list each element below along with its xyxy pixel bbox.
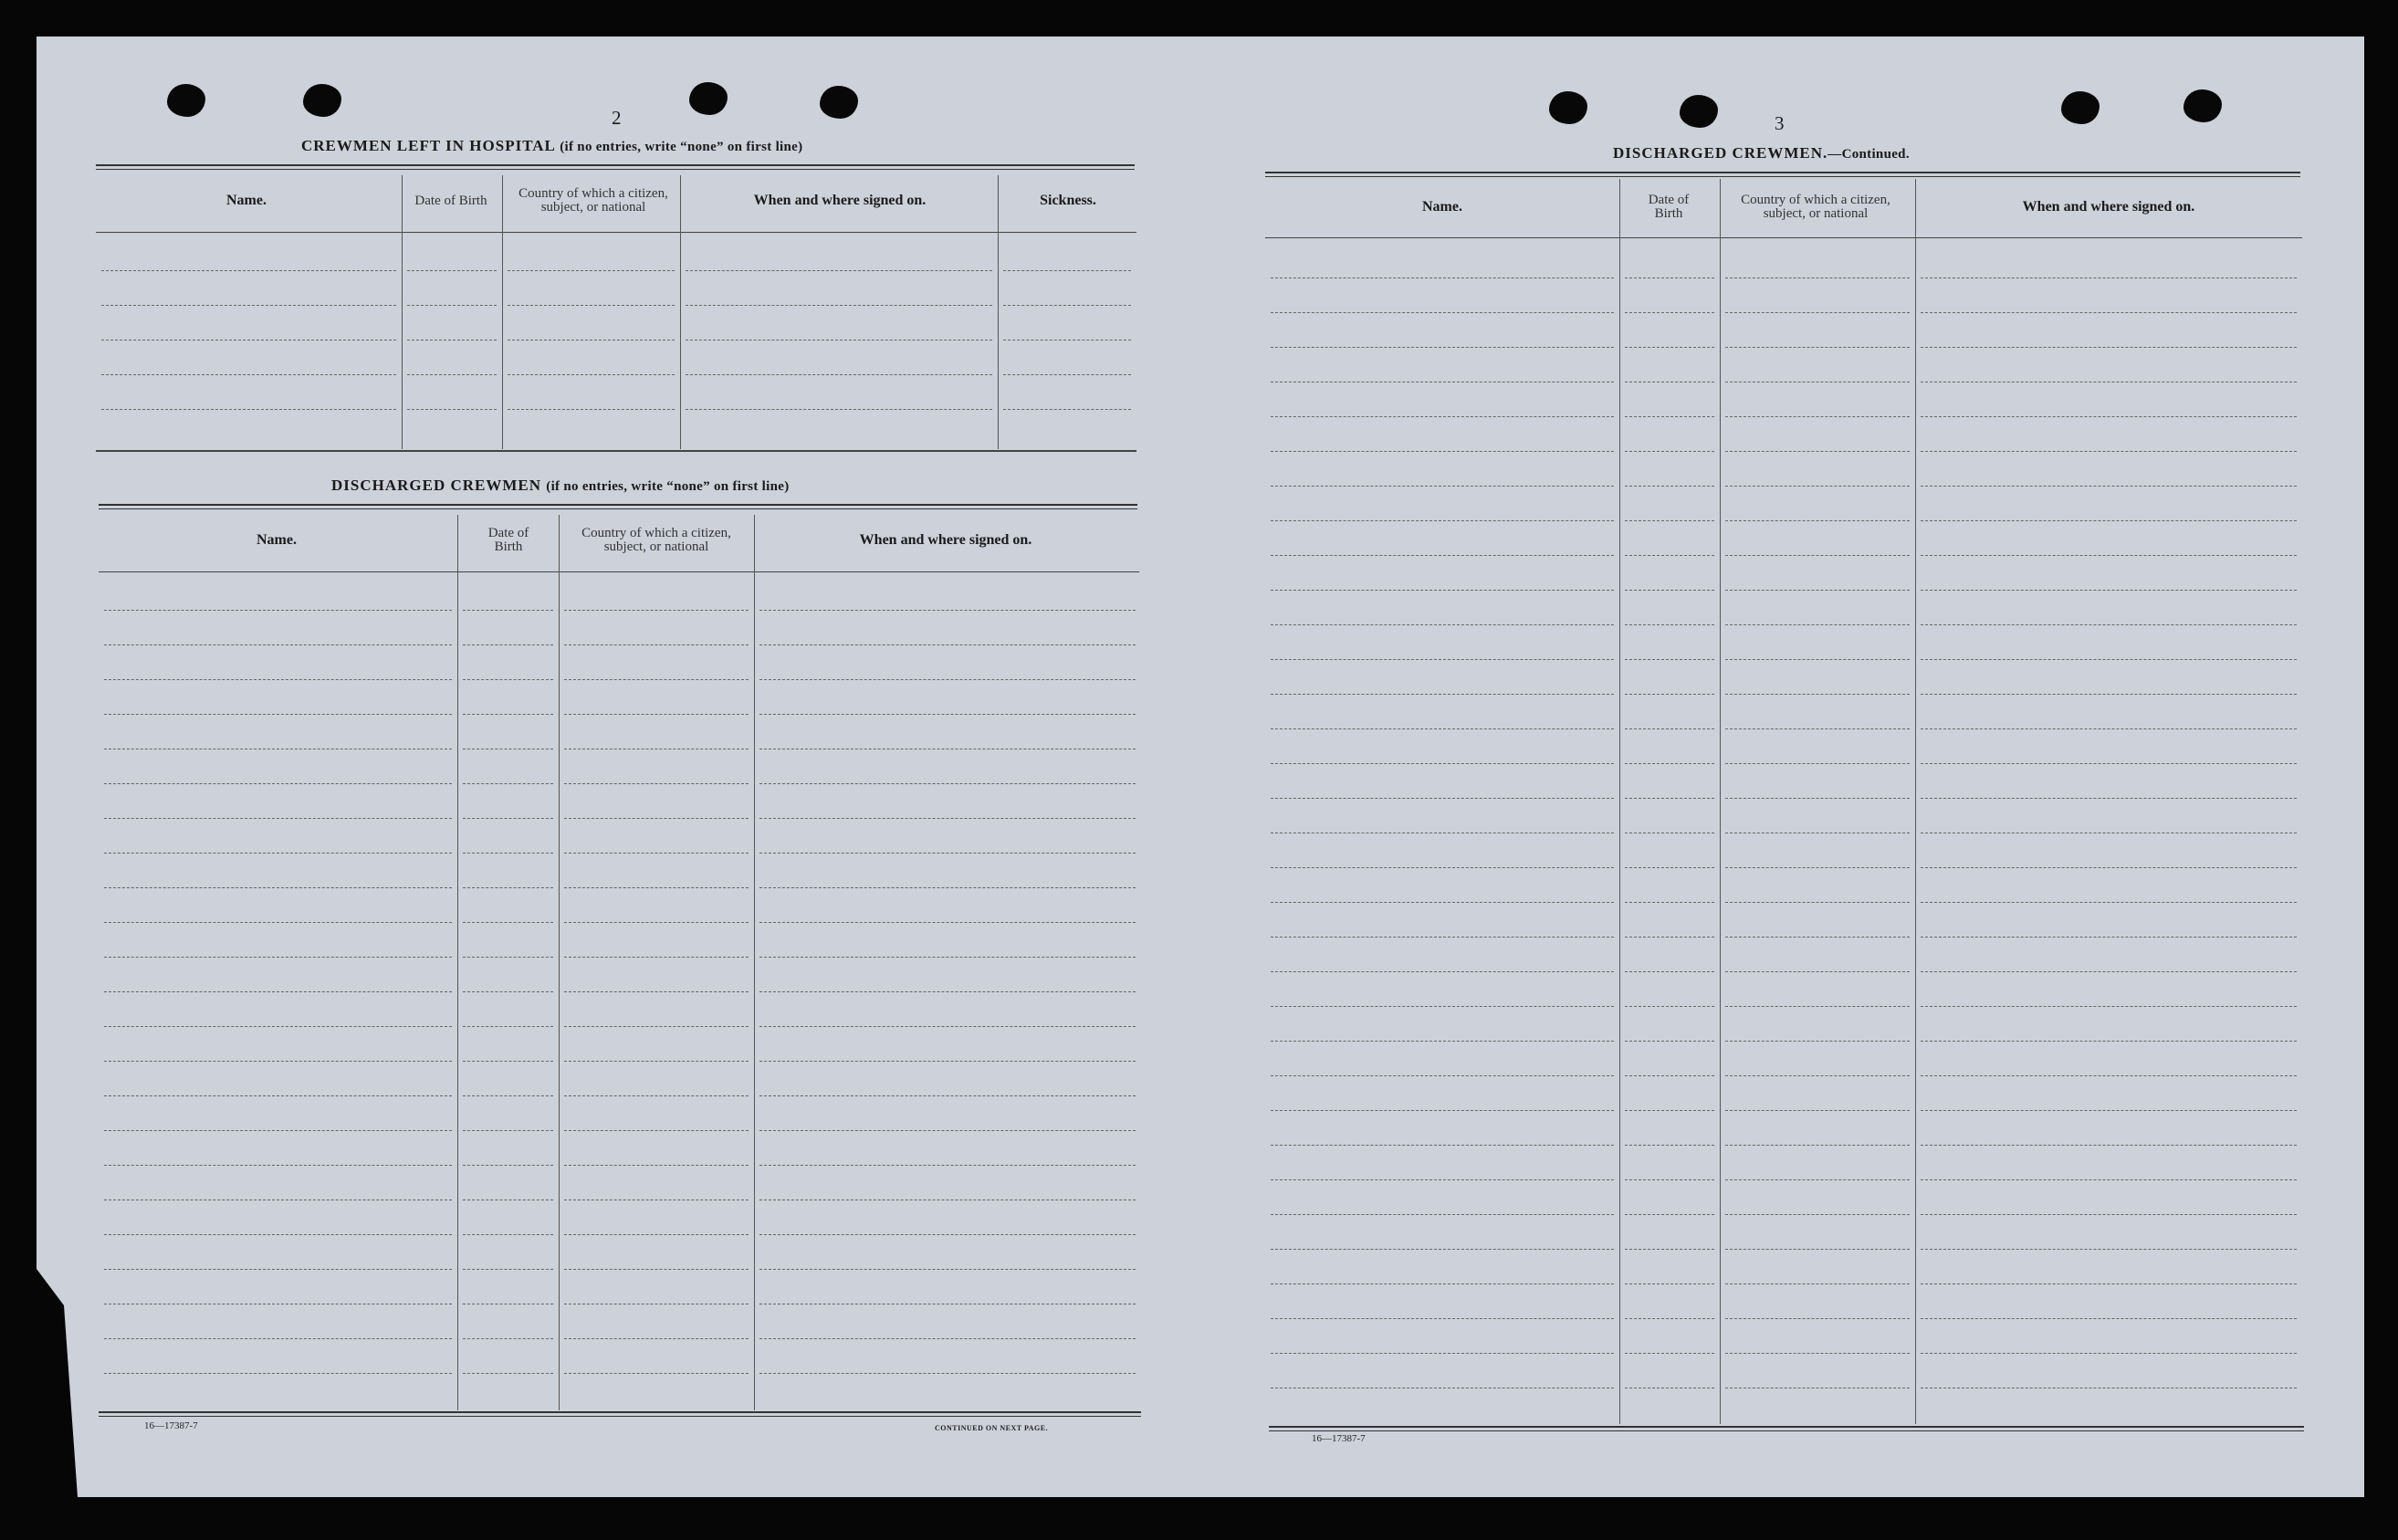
right-title-suffix: —Continued. [1827, 147, 1910, 162]
right-col-signed-on: When and where signed on. [2022, 199, 2195, 215]
right-entry-line [1271, 1110, 1614, 1111]
discharged-entry-line [463, 1234, 553, 1235]
discharged-entry-line [564, 1095, 749, 1096]
discharged-entry-line [463, 714, 553, 715]
discharged-entry-line [104, 644, 452, 645]
page-number-right: 3 [1775, 112, 1785, 134]
right-col-name: Name. [1422, 199, 1462, 215]
discharged-entry-line [759, 887, 1136, 888]
right-entry-line [1625, 347, 1714, 348]
discharged-entry-line [104, 714, 452, 715]
right-entry-line [1921, 1006, 2297, 1007]
hospital-col-sickness: Sickness. [1040, 193, 1096, 208]
right-column-divider [1619, 179, 1620, 1424]
right-entry-line [1625, 1214, 1714, 1215]
discharged-entry-line [759, 679, 1136, 680]
right-entry-line [1271, 416, 1614, 417]
right-entry-line [1921, 347, 2297, 348]
discharged-entry-line [759, 714, 1136, 715]
right-entry-line [1625, 1075, 1714, 1076]
hospital-entry-line [508, 409, 675, 410]
right-entry-line [1625, 520, 1714, 521]
discharged-entry-line [463, 1165, 553, 1166]
discharged-entry-line [463, 679, 553, 680]
continued-note: CONTINUED ON NEXT PAGE. [935, 1424, 1049, 1432]
right-entry-line [1921, 867, 2297, 868]
right-entry-line [1725, 1249, 1910, 1250]
right-entry-line [1625, 763, 1714, 764]
right-entry-line [1625, 937, 1714, 938]
discharged-entry-line [759, 991, 1136, 992]
right-entry-line [1625, 416, 1714, 417]
right-entry-line [1271, 1006, 1614, 1007]
hospital-entry-line [407, 270, 497, 271]
right-entry-line [1921, 937, 2297, 938]
right-entry-line [1725, 416, 1910, 417]
discharged-entry-line [104, 1234, 452, 1235]
right-title-text: DISCHARGED CREWMEN. [1613, 144, 1828, 162]
discharged-entry-line [564, 1165, 749, 1166]
right-entry-line [1725, 1110, 1910, 1111]
discharged-entry-line [463, 1338, 553, 1339]
discharged-entry-line [104, 1165, 452, 1166]
right-entry-line [1271, 1249, 1614, 1250]
hospital-column-divider [502, 175, 503, 449]
right-entry-line [1725, 1179, 1910, 1180]
discharged-entry-line [759, 610, 1136, 611]
discharged-entry-line [759, 1234, 1136, 1235]
right-bottom-rule [1269, 1426, 2304, 1431]
right-entry-line [1625, 486, 1714, 487]
right-entry-line [1725, 867, 1910, 868]
right-entry-line [1271, 590, 1614, 591]
discharged-col-signed-on: When and where signed on. [859, 532, 1032, 548]
discharged-entry-line [104, 1095, 452, 1096]
right-entry-line [1921, 659, 2297, 660]
right-entry-line [1271, 1075, 1614, 1076]
hospital-entry-line [508, 305, 675, 306]
discharged-column-divider [754, 515, 755, 1410]
right-entry-line [1625, 1283, 1714, 1284]
discharged-entry-line [564, 991, 749, 992]
right-entry-line [1921, 416, 2297, 417]
discharged-entry-line [564, 922, 749, 923]
discharged-col-dob: Date of Birth [487, 526, 529, 554]
discharged-title-note: (if no entries, write “none” on first line) [546, 479, 790, 494]
discharged-entry-line [104, 887, 452, 888]
right-col-country: Country of which a citizen, subject, or national [1741, 193, 1890, 221]
discharged-entry-line [463, 644, 553, 645]
right-entry-line [1625, 1145, 1714, 1146]
hospital-entry-line [686, 305, 992, 306]
punch-hole [689, 82, 728, 115]
discharged-entry-line [759, 1373, 1136, 1374]
right-entry-line [1725, 763, 1910, 764]
hospital-top-rule [96, 164, 1135, 170]
right-entry-line [1725, 694, 1910, 695]
right-entry-line [1271, 1041, 1614, 1042]
right-entry-line [1271, 1179, 1614, 1180]
discharged-entry-line [104, 679, 452, 680]
discharged-entry-line [759, 1269, 1136, 1270]
right-entry-line [1625, 798, 1714, 799]
discharged-entry-line [463, 1095, 553, 1096]
right-entry-line [1725, 1145, 1910, 1146]
discharged-entry-line [463, 1026, 553, 1027]
discharged-entry-line [104, 1373, 452, 1374]
right-entry-line [1271, 1145, 1614, 1146]
discharged-entry-line [463, 853, 553, 854]
discharged-entry-line [104, 1061, 452, 1062]
discharged-entry-line [759, 1130, 1136, 1131]
form-number-right: 16—17387-7 [1312, 1433, 1366, 1444]
right-entry-line [1725, 1041, 1910, 1042]
discharged-entry-line [104, 610, 452, 611]
right-entry-line [1921, 1283, 2297, 1284]
right-entry-line [1625, 555, 1714, 556]
discharged-col-name: Name. [257, 532, 297, 548]
discharged-entry-line [564, 957, 749, 958]
right-entry-line [1921, 1353, 2297, 1354]
discharged-entry-line [463, 1061, 553, 1062]
right-entry-line [1921, 763, 2297, 764]
punch-hole [1680, 95, 1718, 128]
discharged-entry-line [104, 957, 452, 958]
right-header-rule [1265, 237, 2302, 238]
right-entry-line [1921, 555, 2297, 556]
right-entry-line [1921, 486, 2297, 487]
punch-hole [2061, 91, 2100, 124]
discharged-entry-line [463, 991, 553, 992]
discharged-entry-line [104, 783, 452, 784]
hospital-entry-line [407, 409, 497, 410]
discharged-header-rule [99, 571, 1139, 572]
right-entry-line [1725, 1214, 1910, 1215]
right-entry-line [1725, 486, 1910, 487]
discharged-entry-line [463, 818, 553, 819]
right-entry-line [1271, 763, 1614, 764]
right-entry-line [1271, 347, 1614, 348]
right-entry-line [1725, 1283, 1910, 1284]
right-entry-line [1725, 902, 1910, 903]
right-entry-line [1725, 624, 1910, 625]
discharged-entry-line [104, 1130, 452, 1131]
hospital-entry-line [407, 305, 497, 306]
right-entry-line [1625, 1179, 1714, 1180]
discharged-entry-line [759, 1026, 1136, 1027]
right-top-rule [1265, 172, 2300, 177]
right-entry-line [1725, 347, 1910, 348]
right-entry-line [1625, 728, 1714, 729]
right-entry-line [1271, 1353, 1614, 1354]
right-entry-line [1271, 659, 1614, 660]
right-entry-line [1725, 971, 1910, 972]
right-entry-line [1725, 1075, 1910, 1076]
discharged-entry-line [759, 922, 1136, 923]
right-entry-line [1625, 1318, 1714, 1319]
hospital-entry-line [686, 374, 992, 375]
right-entry-line [1921, 1249, 2297, 1250]
right-entry-line [1271, 937, 1614, 938]
hospital-title-text: CREWMEN LEFT IN HOSPITAL [301, 137, 555, 154]
hospital-section-title [301, 137, 802, 155]
discharged-col-country: Country of which a citizen, subject, or national [581, 526, 731, 554]
discharged-entry-line [759, 1061, 1136, 1062]
discharged-entry-line [759, 1338, 1136, 1339]
right-entry-line [1921, 728, 2297, 729]
right-entry-line [1725, 937, 1910, 938]
form-sheet [37, 37, 2364, 1497]
right-entry-line [1625, 590, 1714, 591]
discharged-entry-line [463, 1269, 553, 1270]
discharged-entry-line [104, 1338, 452, 1339]
right-entry-line [1725, 798, 1910, 799]
discharged-entry-line [463, 610, 553, 611]
right-entry-line [1921, 971, 2297, 972]
right-entry-line [1271, 1318, 1614, 1319]
right-entry-line [1271, 971, 1614, 972]
discharged-entry-line [104, 991, 452, 992]
right-entry-line [1725, 1353, 1910, 1354]
hospital-entry-line [101, 374, 396, 375]
discharged-entry-line [759, 818, 1136, 819]
hospital-column-divider [680, 175, 681, 449]
right-entry-line [1921, 1214, 2297, 1215]
right-entry-line [1921, 902, 2297, 903]
right-entry-line [1921, 451, 2297, 452]
right-entry-line [1625, 902, 1714, 903]
right-column-divider [1720, 179, 1721, 1424]
discharged-entry-line [564, 1026, 749, 1027]
punch-hole [2183, 89, 2222, 122]
discharged-entry-line [759, 1165, 1136, 1166]
hospital-entry-line [101, 270, 396, 271]
right-entry-line [1921, 1318, 2297, 1319]
hospital-col-dob: Date of Birth [414, 193, 487, 208]
discharged-column-divider [559, 515, 560, 1410]
discharged-entry-line [564, 1338, 749, 1339]
right-column-divider [1915, 179, 1916, 1424]
discharged-entry-line [564, 644, 749, 645]
hospital-entry-line [686, 409, 992, 410]
page-number-left: 2 [612, 107, 622, 129]
right-entry-line [1725, 520, 1910, 521]
right-entry-line [1725, 1318, 1910, 1319]
discharged-entry-line [759, 1095, 1136, 1096]
discharged-entry-line [104, 853, 452, 854]
hospital-entry-line [1003, 270, 1131, 271]
right-entry-line [1725, 590, 1910, 591]
discharged-entry-line [463, 783, 553, 784]
discharged-entry-line [104, 818, 452, 819]
discharged-entry-line [759, 957, 1136, 958]
hospital-entry-line [101, 305, 396, 306]
discharged-entry-line [463, 1373, 553, 1374]
punch-hole [303, 84, 341, 117]
right-entry-line [1725, 728, 1910, 729]
discharged-entry-line [564, 887, 749, 888]
right-entry-line [1625, 1110, 1714, 1111]
right-entry-line [1271, 555, 1614, 556]
right-entry-line [1921, 1041, 2297, 1042]
right-entry-line [1625, 1353, 1714, 1354]
right-entry-line [1625, 694, 1714, 695]
right-entry-line [1271, 902, 1614, 903]
discharged-entry-line [104, 922, 452, 923]
right-entry-line [1625, 1041, 1714, 1042]
discharged-entry-line [564, 1061, 749, 1062]
right-entry-line [1921, 1075, 2297, 1076]
discharged-column-divider [457, 515, 458, 1410]
discharged-entry-line [463, 957, 553, 958]
right-entry-line [1921, 1145, 2297, 1146]
right-entry-line [1271, 1214, 1614, 1215]
discharged-entry-line [463, 922, 553, 923]
hospital-entry-line [1003, 305, 1131, 306]
right-entry-line [1921, 1110, 2297, 1111]
discharged-entry-line [759, 853, 1136, 854]
right-entry-line [1271, 728, 1614, 729]
right-entry-line [1725, 1006, 1910, 1007]
right-entry-line [1625, 451, 1714, 452]
right-entry-line [1625, 624, 1714, 625]
punch-hole [167, 84, 205, 117]
discharged-entry-line [564, 818, 749, 819]
discharged-entry-line [759, 644, 1136, 645]
hospital-column-divider [998, 175, 999, 449]
discharged-entry-line [564, 1373, 749, 1374]
discharged-entry-line [463, 887, 553, 888]
hospital-entry-line [101, 409, 396, 410]
right-entry-line [1625, 971, 1714, 972]
right-entry-line [1271, 520, 1614, 521]
right-entry-line [1271, 867, 1614, 868]
discharged-title-text: DISCHARGED CREWMEN [331, 477, 542, 494]
right-entry-line [1921, 798, 2297, 799]
right-entry-line [1625, 659, 1714, 660]
hospital-entry-line [508, 270, 675, 271]
right-entry-line [1725, 659, 1910, 660]
right-entry-line [1921, 624, 2297, 625]
hospital-bottom-rule [96, 450, 1136, 452]
hospital-entry-line [1003, 374, 1131, 375]
hospital-entry-line [686, 270, 992, 271]
discharged-entry-line [564, 853, 749, 854]
right-entry-line [1271, 798, 1614, 799]
discharged-entry-line [564, 783, 749, 784]
right-entry-line [1625, 312, 1714, 313]
right-entry-line [1271, 624, 1614, 625]
hospital-entry-line [1003, 409, 1131, 410]
hospital-col-signed-on: When and where signed on. [753, 193, 927, 208]
right-entry-line [1271, 486, 1614, 487]
right-entry-line [1725, 312, 1910, 313]
right-entry-line [1921, 694, 2297, 695]
form-number-left: 16—17387-7 [144, 1420, 198, 1431]
discharged-entry-line [564, 610, 749, 611]
hospital-col-name: Name. [226, 193, 267, 208]
hospital-col-country: Country of which a citizen, subject, or national [518, 186, 668, 215]
hospital-entry-line [508, 374, 675, 375]
hospital-header-rule [96, 232, 1136, 233]
discharged-entry-line [564, 1234, 749, 1235]
punch-hole [1549, 91, 1587, 124]
discharged-entry-line [104, 1026, 452, 1027]
punch-hole [820, 86, 858, 119]
discharged-entry-line [759, 783, 1136, 784]
right-entry-line [1271, 1283, 1614, 1284]
discharged-entry-line [463, 1130, 553, 1131]
discharged-entry-line [564, 1130, 749, 1131]
discharged-entry-line [564, 714, 749, 715]
hospital-column-divider [402, 175, 403, 449]
discharged-entry-line [104, 1269, 452, 1270]
right-entry-line [1625, 1006, 1714, 1007]
right-entry-line [1725, 555, 1910, 556]
right-entry-line [1625, 867, 1714, 868]
discharged-entry-line [564, 1269, 749, 1270]
right-col-dob: Date of Birth [1648, 193, 1690, 221]
right-entry-line [1271, 451, 1614, 452]
discharged-section-title [331, 477, 790, 495]
hospital-entry-line [407, 374, 497, 375]
right-entry-line [1921, 312, 2297, 313]
right-entry-line [1921, 590, 2297, 591]
right-entry-line [1921, 1179, 2297, 1180]
discharged-entry-line [564, 679, 749, 680]
right-entry-line [1271, 312, 1614, 313]
hospital-title-note: (if no entries, write “none” on first line) [560, 140, 803, 154]
discharged-top-rule [99, 504, 1137, 509]
right-entry-line [1725, 451, 1910, 452]
right-entry-line [1271, 694, 1614, 695]
right-entry-line [1921, 520, 2297, 521]
discharged-bottom-rule [99, 1411, 1141, 1417]
right-section-title [1613, 144, 1910, 162]
right-entry-line [1625, 1249, 1714, 1250]
